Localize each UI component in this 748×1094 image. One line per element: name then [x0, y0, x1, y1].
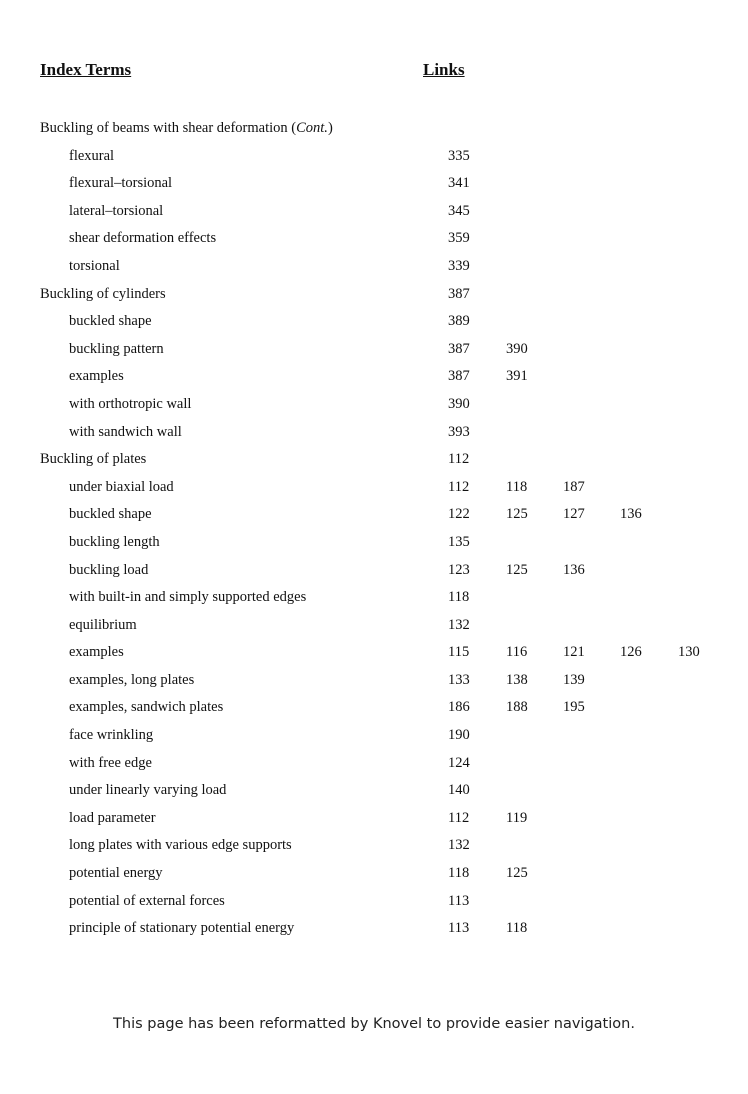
page-link[interactable]: 118 — [506, 920, 528, 937]
index-term — [69, 834, 292, 856]
index-term — [69, 145, 114, 167]
index-term — [69, 586, 306, 608]
page-link[interactable]: 125 — [506, 865, 528, 882]
page-link[interactable]: 115 — [448, 644, 470, 661]
index-term — [40, 448, 146, 470]
page-link[interactable]: 124 — [448, 754, 470, 771]
page-link[interactable]: 136 — [620, 506, 642, 523]
index-header — [40, 60, 740, 84]
index-term-text: buckling pattern — [69, 340, 164, 357]
index-term — [69, 503, 152, 525]
index-subentry — [0, 641, 748, 669]
page-link[interactable]: 387 — [448, 285, 470, 302]
index-subentry — [0, 669, 748, 697]
index-entry — [0, 117, 748, 145]
index-term-text: equilibrium — [69, 616, 137, 633]
index-term-suffix: ) — [327, 120, 333, 136]
page-link[interactable]: 387 — [448, 340, 470, 357]
index-term-text: examples, long plates — [69, 671, 195, 688]
index-subentry — [0, 338, 748, 366]
index-term — [69, 696, 223, 718]
page-link[interactable]: 132 — [448, 837, 470, 854]
page-link[interactable]: 118 — [506, 478, 528, 495]
index-term-text: load parameter — [69, 809, 156, 826]
index-subentry — [0, 807, 748, 835]
page-link[interactable]: 138 — [506, 671, 528, 688]
index-term — [69, 421, 182, 443]
page-link[interactable]: 136 — [563, 561, 585, 578]
index-subentry — [0, 365, 748, 393]
index-subentry — [0, 476, 748, 504]
page-link[interactable]: 125 — [506, 561, 528, 578]
index-term — [69, 200, 163, 222]
index-term-text: Buckling of cylinders — [40, 285, 166, 302]
index-term — [40, 117, 333, 139]
footer-note: This page has been reformatted by Knovel to provide easier navigation. — [113, 1016, 635, 1032]
index-term-text: with built-in and simply supported edges — [69, 589, 307, 606]
index-subentry — [0, 779, 748, 807]
page-link[interactable]: 121 — [563, 644, 585, 661]
index-subentry — [0, 200, 748, 228]
page-link[interactable]: 125 — [506, 506, 528, 523]
page-link[interactable]: 118 — [448, 865, 470, 882]
index-term — [69, 338, 164, 360]
index-term-italic: Cont. — [296, 120, 328, 136]
page-link[interactable]: 113 — [448, 892, 470, 909]
index-term-text: under linearly varying load — [69, 782, 227, 799]
index-term — [69, 172, 172, 194]
index-term — [69, 476, 174, 498]
page-link[interactable]: 195 — [563, 699, 585, 716]
page-link[interactable]: 116 — [506, 644, 528, 661]
page-link[interactable]: 359 — [448, 230, 470, 247]
links-heading: Links — [423, 60, 465, 79]
index-term — [40, 283, 166, 305]
index-term — [69, 917, 294, 939]
index-subentry — [0, 752, 748, 780]
index-subentry — [0, 421, 748, 449]
index-entry — [0, 283, 748, 311]
index-term-text: buckled shape — [69, 313, 152, 330]
index-entry — [0, 448, 748, 476]
index-subentry — [0, 890, 748, 918]
index-subentry — [0, 255, 748, 283]
index-term — [69, 365, 124, 387]
index-subentry — [0, 696, 748, 724]
index-term-text: Buckling of plates — [40, 451, 147, 468]
index-term-text: Buckling of beams with shear deformation ( — [40, 120, 297, 136]
page-link[interactable]: 186 — [448, 699, 470, 716]
index-term-text: with orthotropic wall — [69, 395, 192, 412]
page-link[interactable]: 139 — [563, 671, 585, 688]
index-term — [69, 393, 191, 415]
index-term — [69, 255, 120, 277]
page-link[interactable]: 119 — [506, 809, 528, 826]
page-link[interactable]: 133 — [448, 671, 470, 688]
page-link[interactable]: 387 — [448, 368, 470, 385]
page-link[interactable]: 140 — [448, 782, 470, 799]
index-term — [69, 724, 153, 746]
page-link[interactable]: 390 — [448, 395, 470, 412]
page-link[interactable]: 187 — [563, 478, 585, 495]
page-link[interactable]: 391 — [506, 368, 528, 385]
index-term-text: examples — [69, 368, 124, 385]
page-link[interactable]: 123 — [448, 561, 470, 578]
index-term — [69, 862, 163, 884]
index-term — [69, 227, 216, 249]
page-link[interactable]: 335 — [448, 147, 470, 164]
page-link[interactable]: 132 — [448, 616, 470, 633]
index-term-text: flexural — [69, 147, 115, 164]
page-link[interactable]: 113 — [448, 920, 470, 937]
index-term — [69, 531, 160, 553]
index-subentry — [0, 145, 748, 173]
index-subentry — [0, 559, 748, 587]
page-link[interactable]: 188 — [506, 699, 528, 716]
index-subentry — [0, 503, 748, 531]
page-link[interactable]: 112 — [448, 809, 470, 826]
index-term-text: principle of stationary potential energy — [69, 920, 295, 937]
index-term-text: with free edge — [69, 754, 152, 771]
page-link[interactable]: 190 — [448, 727, 470, 744]
index-term — [69, 614, 137, 636]
index-term — [69, 752, 152, 774]
index-term-text: long plates with various edge supports — [69, 837, 292, 854]
index-term-text: potential of external forces — [69, 892, 225, 909]
page-link[interactable]: 130 — [678, 644, 700, 661]
index-subentry — [0, 393, 748, 421]
index-term-text: torsional — [69, 257, 120, 274]
index-subentry — [0, 724, 748, 752]
index-term-text: with sandwich wall — [69, 423, 182, 440]
index-subentry — [0, 310, 748, 338]
page-link[interactable]: 135 — [448, 533, 470, 550]
index-list — [0, 117, 748, 945]
index-term-text: examples — [69, 644, 124, 661]
index-term-text: examples, sandwich plates — [69, 699, 224, 716]
index-subentry — [0, 834, 748, 862]
page-link[interactable]: 389 — [448, 313, 470, 330]
page-link[interactable]: 122 — [448, 506, 470, 523]
index-term-text: flexural–torsional — [69, 175, 173, 192]
index-term-text: buckling length — [69, 533, 160, 550]
index-subentry — [0, 227, 748, 255]
index-term — [69, 890, 225, 912]
page-link[interactable]: 112 — [448, 478, 470, 495]
page-link[interactable]: 118 — [448, 589, 470, 606]
index-subentry — [0, 172, 748, 200]
page-link[interactable]: 390 — [506, 340, 528, 357]
index-subentry — [0, 531, 748, 559]
index-subentry — [0, 862, 748, 890]
index-term — [69, 310, 152, 332]
index-term-text: buckling load — [69, 561, 149, 578]
index-term-text: lateral–torsional — [69, 202, 164, 219]
index-term-text: shear deformation effects — [69, 230, 217, 247]
index-terms-heading: Index Terms — [40, 60, 132, 79]
index-subentry — [0, 917, 748, 945]
page-link[interactable]: 126 — [620, 644, 642, 661]
index-term-text: face wrinkling — [69, 727, 154, 744]
index-term — [69, 641, 124, 663]
index-subentry — [0, 614, 748, 642]
index-term-text: potential energy — [69, 865, 163, 882]
index-term-text: buckled shape — [69, 506, 152, 523]
index-term — [69, 779, 226, 801]
page-link[interactable]: 345 — [448, 202, 470, 219]
index-subentry — [0, 586, 748, 614]
page-link[interactable]: 112 — [448, 451, 470, 468]
index-term — [69, 559, 148, 581]
page-link[interactable]: 341 — [448, 175, 470, 192]
index-term-text: under biaxial load — [69, 478, 174, 495]
page-link[interactable]: 393 — [448, 423, 470, 440]
index-term — [69, 807, 156, 829]
page-link[interactable]: 339 — [448, 257, 470, 274]
page-link[interactable]: 127 — [563, 506, 585, 523]
index-term — [69, 669, 194, 691]
